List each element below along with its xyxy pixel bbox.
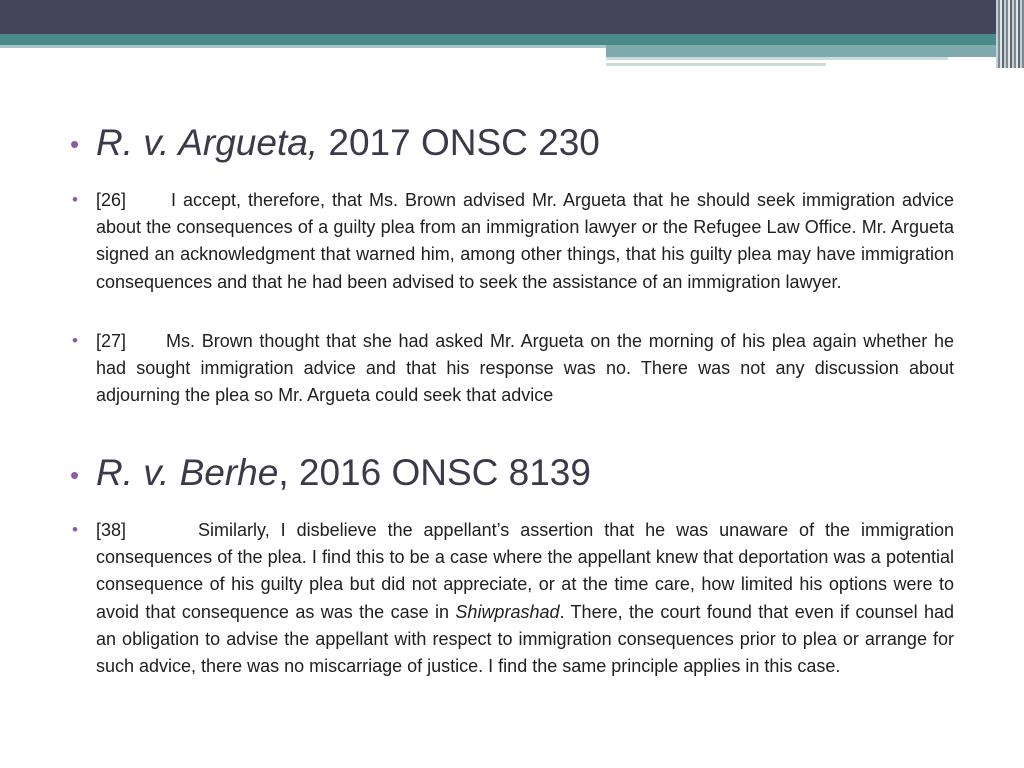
bullet-icon: • — [72, 190, 78, 209]
bullet-icon: • — [72, 520, 78, 539]
paragraph-number: [27] — [96, 331, 127, 351]
slide-top-bar — [0, 0, 1024, 34]
case-heading-berhe — [96, 452, 591, 494]
paragraph-38 — [96, 517, 954, 680]
case-citation: , 2016 ONSC 8139 — [278, 452, 591, 493]
slide-accent-line — [606, 63, 826, 66]
bullet-icon: • — [72, 331, 78, 350]
paragraph-26 — [96, 187, 954, 296]
slide-corner-stripes — [996, 0, 1024, 68]
paragraph-text: I accept, therefore, that Ms. Brown advised Mr. Argueta that he should seek immigration advice about the consequences of a guilty plea from an immigration lawyer or the Refugee Law Office. Mr. Argueta signed an acknowledgment that warned him, among other things, that his guilty plea may have immigration consequences and that he had been advised to seek the assistance of an immigration lawyer. — [96, 190, 954, 292]
paragraph-27 — [96, 328, 954, 410]
slide-accent-line — [0, 45, 606, 48]
paragraph-number: [26] — [96, 190, 127, 210]
case-citation: 2017 ONSC 230 — [318, 122, 600, 163]
slide-accent-band — [0, 34, 1024, 45]
slide-accent-line — [606, 57, 948, 60]
case-reference: Shiwprashad — [455, 601, 560, 622]
slide-accent-block — [606, 45, 1024, 57]
paragraph-text: Similarly, I disbelieve the appellant’s assertion that he was unaware of the immigration consequences of the plea. I find this to be a case where the appellant knew that deportation was a potential consequence of his guilty plea but did not appreciate, or at the time care, how limited his options were to avoid that consequence as was the case in — [96, 520, 954, 622]
case-name: R. v. Argueta, — [96, 122, 319, 163]
bullet-icon: • — [70, 460, 80, 490]
case-name: R. v. Berhe — [96, 452, 279, 493]
paragraph-text: Ms. Brown thought that she had asked Mr. Argueta on the morning of his plea again whether he had sought immigration advice and that his response was no. There was not any discussion about adjourning the plea so Mr. Argueta could seek that advice — [96, 331, 954, 406]
case-heading-argueta — [96, 122, 600, 164]
bullet-icon: • — [70, 129, 80, 159]
paragraph-number: [38] — [96, 520, 127, 540]
paragraph-text: . There, the court found that even if counsel had an obligation to advise the appellant with respect to immigration consequences prior to plea or arrange for such advice, there was no miscarriage of justice. I find the same principle applies in this case. — [96, 601, 954, 677]
